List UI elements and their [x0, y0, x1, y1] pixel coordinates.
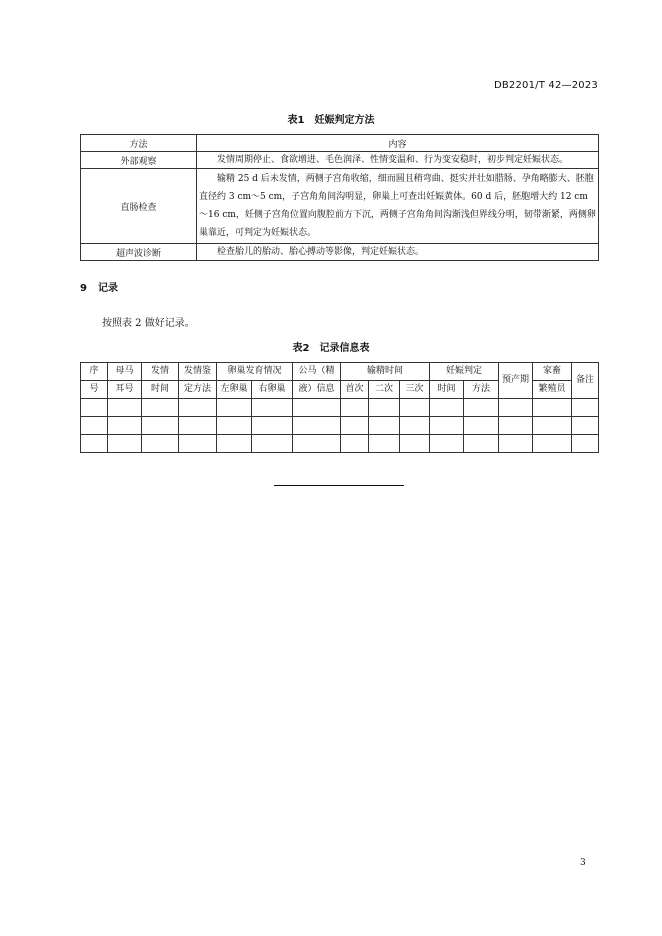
- method-cell: 外部观察: [81, 152, 197, 169]
- table-row: [81, 152, 599, 169]
- header-ovary: 卵巢发育情况: [217, 363, 293, 381]
- empty-cell: [252, 435, 293, 453]
- content-cell: 发情周期停止、食欲增进、毛色润泽、性情变温和、行为变安稳时，初步判定妊娠状态。: [197, 152, 599, 169]
- content-cell: 检查胎儿的胎动、胎心搏动等影像，判定妊娠状态。: [197, 244, 599, 261]
- empty-cell: [142, 435, 179, 453]
- empty-cell: [179, 435, 217, 453]
- empty-cell: [142, 399, 179, 417]
- empty-cell: [400, 435, 430, 453]
- table2-caption: 表2 记录信息表: [292, 343, 370, 354]
- empty-cell: [369, 417, 400, 435]
- header-ear: 母马: [108, 363, 142, 381]
- empty-cell: [252, 399, 293, 417]
- header-ear-2: 耳号: [108, 381, 142, 399]
- empty-cell: [108, 417, 142, 435]
- empty-cell: [341, 417, 369, 435]
- empty-cell: [293, 435, 341, 453]
- header-identification-2: 定方法: [179, 381, 217, 399]
- empty-cell: [533, 399, 572, 417]
- empty-cell: [341, 435, 369, 453]
- header-estrus: 发情: [142, 363, 179, 381]
- empty-cell: [464, 435, 499, 453]
- empty-cell: [572, 417, 599, 435]
- empty-cell: [81, 417, 108, 435]
- table-row: [81, 399, 599, 417]
- empty-cell: [252, 417, 293, 435]
- empty-cell: [499, 435, 533, 453]
- method-cell: 直肠检查: [81, 169, 197, 244]
- empty-cell: [81, 435, 108, 453]
- empty-cell: [400, 399, 430, 417]
- header-stallion-2: 液）信息: [293, 381, 341, 399]
- empty-cell: [464, 417, 499, 435]
- header-preg-method: 方法: [464, 381, 499, 399]
- header-estrus-2: 时间: [142, 381, 179, 399]
- table-row: [81, 417, 599, 435]
- header-due-date: 预产期: [499, 363, 533, 399]
- empty-cell: [464, 399, 499, 417]
- empty-cell: [293, 417, 341, 435]
- header-right-ovary: 右卵巢: [252, 381, 293, 399]
- table-row: [81, 169, 599, 244]
- section-title: 记录: [98, 283, 118, 294]
- header-breeder: 家畜: [533, 363, 572, 381]
- header-breeder-2: 繁殖员: [533, 381, 572, 399]
- header-method: 方法: [81, 135, 197, 152]
- empty-cell: [430, 399, 464, 417]
- table-row: [81, 244, 599, 261]
- header-second: 二次: [369, 381, 400, 399]
- header-seq: 序: [81, 363, 108, 381]
- table-header-row: [81, 363, 599, 381]
- header-third: 三次: [400, 381, 430, 399]
- table-body: [81, 399, 599, 453]
- document-code: DB2201/T 42—2023: [493, 80, 598, 91]
- paragraph: 按照表 2 做好记录。: [102, 318, 195, 329]
- table1-caption: 表1 妊娠判定方法: [287, 115, 375, 126]
- section-number: 9: [80, 283, 87, 294]
- empty-cell: [572, 435, 599, 453]
- header-identification: 发情鉴: [179, 363, 217, 381]
- method-cell: 超声波诊断: [81, 244, 197, 261]
- empty-cell: [108, 435, 142, 453]
- table-header-row: [81, 135, 599, 152]
- empty-cell: [179, 417, 217, 435]
- header-seq-2: 号: [81, 381, 108, 399]
- empty-cell: [499, 399, 533, 417]
- header-remark: 备注: [572, 363, 599, 399]
- empty-cell: [217, 417, 252, 435]
- empty-cell: [430, 417, 464, 435]
- empty-cell: [142, 417, 179, 435]
- pregnancy-method-table: [80, 134, 599, 261]
- empty-cell: [217, 435, 252, 453]
- header-first: 首次: [341, 381, 369, 399]
- empty-cell: [430, 435, 464, 453]
- empty-cell: [369, 435, 400, 453]
- header-preg-time: 时间: [430, 381, 464, 399]
- empty-cell: [81, 399, 108, 417]
- empty-cell: [533, 417, 572, 435]
- empty-cell: [341, 399, 369, 417]
- header-insemination: 输精时间: [341, 363, 430, 381]
- content-cell: 输精 25 d 后未发情，两侧子宫角收缩，细而圆且稍弯曲、挺实并壮如腊肠、孕角略膨大、胚胞直径约 3 cm～5 cm，子宫角角间沟明显，卵巢上可查出妊娠黄体。60 d 后，胚胞增大约 12 cm～16 cm，妊侧子宫角位置向腹腔前方下沉，两侧子宫角角间沟渐浅但界线分明，韧带渐紧，两侧卵巢靠近，可判定为妊娠状态。: [197, 169, 599, 244]
- empty-cell: [293, 399, 341, 417]
- empty-cell: [400, 417, 430, 435]
- empty-cell: [369, 399, 400, 417]
- header-stallion: 公马（精: [293, 363, 341, 381]
- empty-cell: [217, 399, 252, 417]
- header-left-ovary: 左卵巢: [217, 381, 252, 399]
- section-heading: [80, 279, 118, 294]
- page-number: 3: [580, 858, 586, 868]
- empty-cell: [533, 435, 572, 453]
- header-content: 内容: [197, 135, 599, 152]
- end-line: [274, 485, 404, 486]
- empty-cell: [108, 399, 142, 417]
- table-row: [81, 435, 599, 453]
- record-info-table: [80, 362, 599, 453]
- empty-cell: [572, 399, 599, 417]
- empty-cell: [499, 417, 533, 435]
- header-pregnancy: 妊娠判定: [430, 363, 499, 381]
- empty-cell: [179, 399, 217, 417]
